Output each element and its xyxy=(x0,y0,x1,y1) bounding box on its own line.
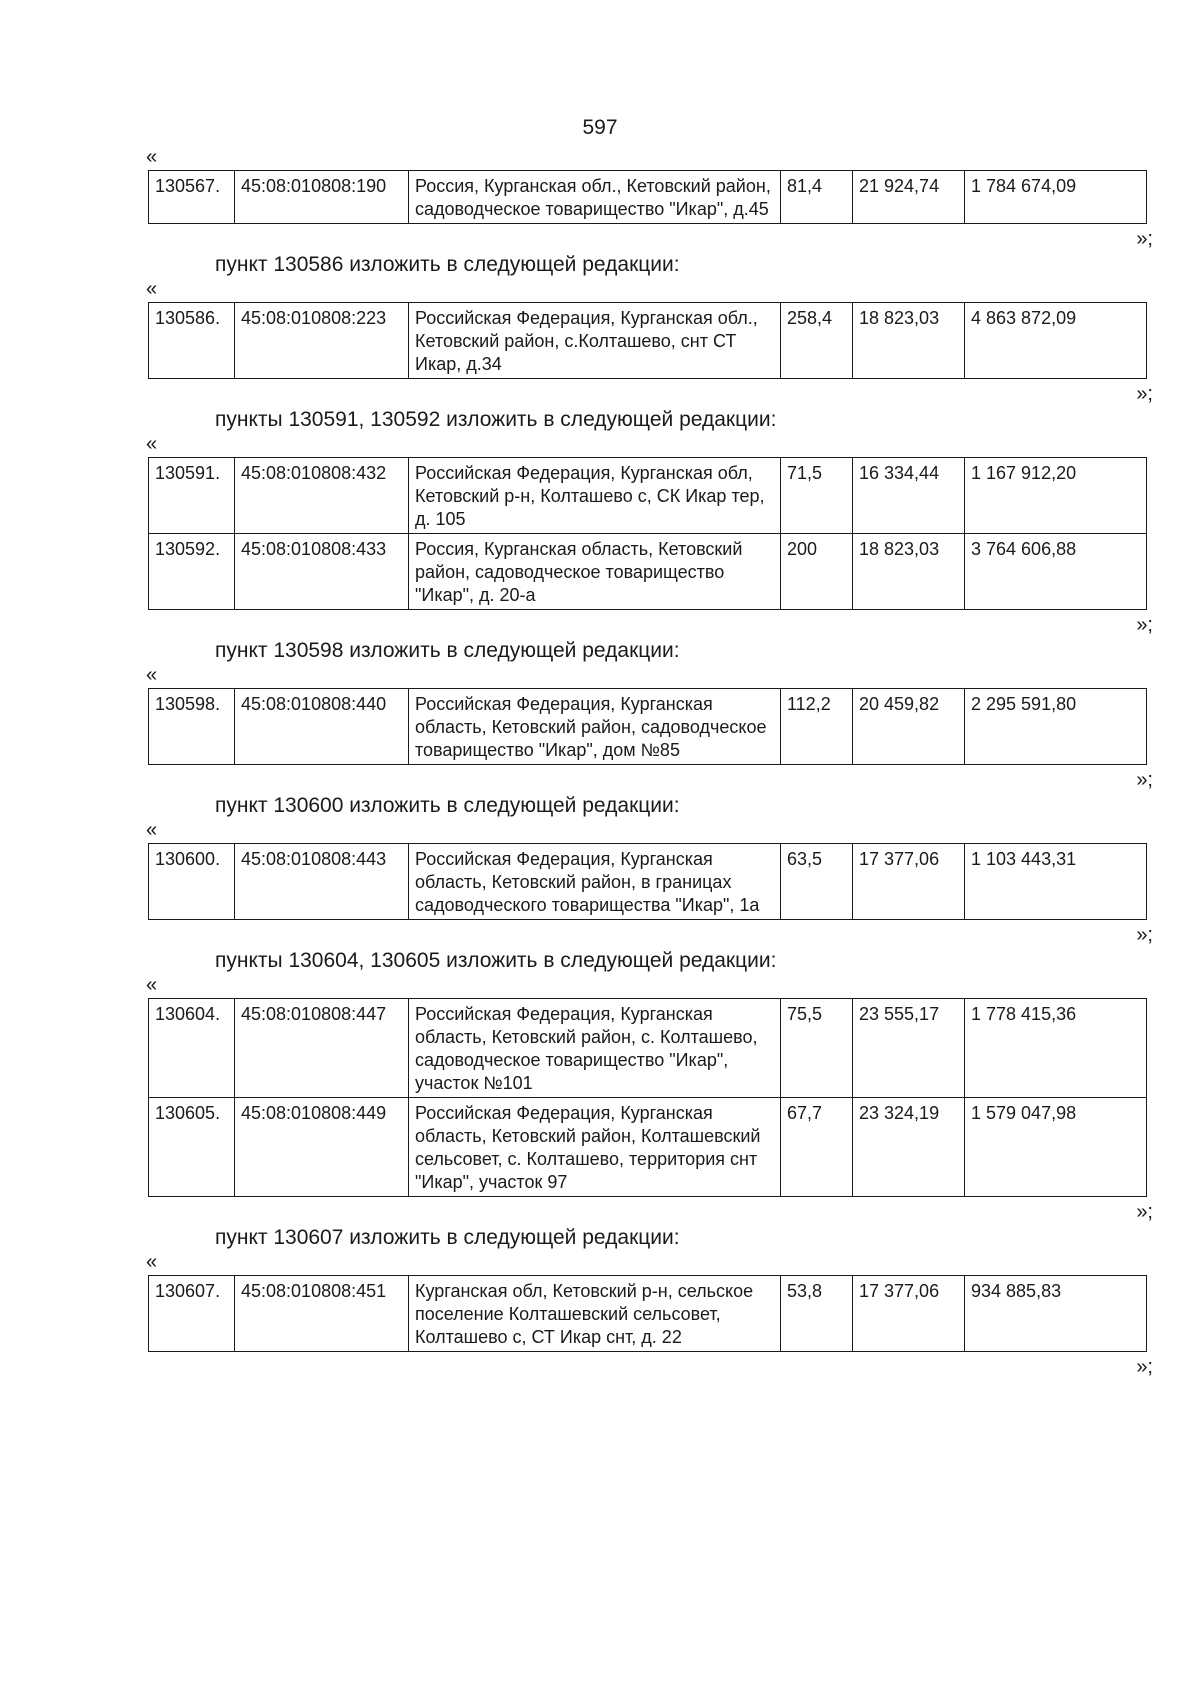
price-cell: 20 459,82 xyxy=(853,689,965,765)
value-cell: 1 579 047,98 xyxy=(965,1098,1147,1197)
item-number-cell: 130604. xyxy=(149,999,235,1098)
address-cell: Россия, Курганская область, Кетовский район, садоводческое товарищество "Икар", д. 20-а xyxy=(409,534,781,610)
area-cell: 53,8 xyxy=(781,1276,853,1352)
cadastral-number-cell: 45:08:010808:440 xyxy=(235,689,409,765)
cadastral-number-cell: 45:08:010808:433 xyxy=(235,534,409,610)
price-cell: 18 823,03 xyxy=(853,303,965,379)
value-cell: 1 103 443,31 xyxy=(965,844,1147,920)
property-table xyxy=(148,170,1147,224)
closing-quote: »; xyxy=(1136,769,1153,791)
cadastral-number-cell: 45:08:010808:447 xyxy=(235,999,409,1098)
value-cell: 2 295 591,80 xyxy=(965,689,1147,765)
item-number-cell: 130607. xyxy=(149,1276,235,1352)
cadastral-number-cell: 45:08:010808:449 xyxy=(235,1098,409,1197)
opening-quote: « xyxy=(146,278,158,300)
address-cell: Российская Федерация, Курганская обл., Кетовский район, с.Колташево, снт СТ Икар, д.34 xyxy=(409,303,781,379)
table-row xyxy=(149,458,1147,534)
item-number-cell: 130605. xyxy=(149,1098,235,1197)
cadastral-number-cell: 45:08:010808:443 xyxy=(235,844,409,920)
address-cell: Россия, Курганская обл., Кетовский район, садоводческое товарищество "Икар", д.45 xyxy=(409,171,781,224)
price-cell: 17 377,06 xyxy=(853,844,965,920)
value-cell: 1 167 912,20 xyxy=(965,458,1147,534)
value-cell: 1 784 674,09 xyxy=(965,171,1147,224)
cadastral-number-cell: 45:08:010808:190 xyxy=(235,171,409,224)
value-cell: 934 885,83 xyxy=(965,1276,1147,1352)
price-cell: 17 377,06 xyxy=(853,1276,965,1352)
opening-quote: « xyxy=(146,819,158,841)
cadastral-number-cell: 45:08:010808:451 xyxy=(235,1276,409,1352)
address-cell: Российская Федерация, Курганская область, Кетовский район, в границах садоводческого товарищества "Икар", 1а xyxy=(409,844,781,920)
item-number-cell: 130591. xyxy=(149,458,235,534)
area-cell: 81,4 xyxy=(781,171,853,224)
table-row xyxy=(149,1276,1147,1352)
item-number-cell: 130598. xyxy=(149,689,235,765)
amendment-instruction: пункты 130591, 130592 изложить в следующей редакции: xyxy=(215,408,777,431)
price-cell: 21 924,74 xyxy=(853,171,965,224)
price-cell: 16 334,44 xyxy=(853,458,965,534)
opening-quote: « xyxy=(146,664,158,686)
item-number-cell: 130567. xyxy=(149,171,235,224)
opening-quote: « xyxy=(146,433,158,455)
area-cell: 258,4 xyxy=(781,303,853,379)
amendment-instruction: пункт 130586 изложить в следующей редакции: xyxy=(215,253,680,276)
opening-quote: « xyxy=(146,146,158,168)
property-table xyxy=(148,998,1147,1197)
page-number: 597 xyxy=(582,116,618,139)
closing-quote: »; xyxy=(1136,1201,1153,1223)
table-row xyxy=(149,534,1147,610)
item-number-cell: 130592. xyxy=(149,534,235,610)
property-table xyxy=(148,302,1147,379)
table-row xyxy=(149,1098,1147,1197)
item-number-cell: 130586. xyxy=(149,303,235,379)
price-cell: 23 324,19 xyxy=(853,1098,965,1197)
area-cell: 63,5 xyxy=(781,844,853,920)
value-cell: 4 863 872,09 xyxy=(965,303,1147,379)
address-cell: Российская Федерация, Курганская обл, Кетовский р-н, Колташево с, СК Икар тер, д. 105 xyxy=(409,458,781,534)
property-table xyxy=(148,688,1147,765)
closing-quote: »; xyxy=(1136,924,1153,946)
table-row xyxy=(149,171,1147,224)
value-cell: 3 764 606,88 xyxy=(965,534,1147,610)
property-table xyxy=(148,843,1147,920)
area-cell: 67,7 xyxy=(781,1098,853,1197)
table-row xyxy=(149,303,1147,379)
value-cell: 1 778 415,36 xyxy=(965,999,1147,1098)
cadastral-number-cell: 45:08:010808:223 xyxy=(235,303,409,379)
opening-quote: « xyxy=(146,1251,158,1273)
area-cell: 112,2 xyxy=(781,689,853,765)
table-row xyxy=(149,844,1147,920)
opening-quote: « xyxy=(146,974,158,996)
cadastral-number-cell: 45:08:010808:432 xyxy=(235,458,409,534)
property-table xyxy=(148,457,1147,610)
document-body xyxy=(146,146,1153,1378)
area-cell: 75,5 xyxy=(781,999,853,1098)
closing-quote: »; xyxy=(1136,383,1153,405)
address-cell: Российская Федерация, Курганская область, Кетовский район, с. Колташево, садоводческое товарищество "Икар", участок №101 xyxy=(409,999,781,1098)
table-row xyxy=(149,999,1147,1098)
area-cell: 71,5 xyxy=(781,458,853,534)
address-cell: Российская Федерация, Курганская область, Кетовский район, садоводческое товарищество "Икар", дом №85 xyxy=(409,689,781,765)
amendment-instruction: пункт 130600 изложить в следующей редакции: xyxy=(215,794,680,817)
address-cell: Российская Федерация, Курганская область, Кетовский район, Колташевский сельсовет, с. Колташево, территория снт "Икар", участок 97 xyxy=(409,1098,781,1197)
closing-quote: »; xyxy=(1136,614,1153,636)
item-number-cell: 130600. xyxy=(149,844,235,920)
amendment-instruction: пункты 130604, 130605 изложить в следующей редакции: xyxy=(215,949,777,972)
amendment-instruction: пункт 130607 изложить в следующей редакции: xyxy=(215,1226,680,1249)
closing-quote: »; xyxy=(1136,228,1153,250)
area-cell: 200 xyxy=(781,534,853,610)
property-table xyxy=(148,1275,1147,1352)
price-cell: 18 823,03 xyxy=(853,534,965,610)
address-cell: Курганская обл, Кетовский р-н, сельское поселение Колташевский сельсовет, Колташево с, СТ Икар снт, д. 22 xyxy=(409,1276,781,1352)
closing-quote: »; xyxy=(1136,1356,1153,1378)
amendment-instruction: пункт 130598 изложить в следующей редакции: xyxy=(215,639,680,662)
table-row xyxy=(149,689,1147,765)
price-cell: 23 555,17 xyxy=(853,999,965,1098)
